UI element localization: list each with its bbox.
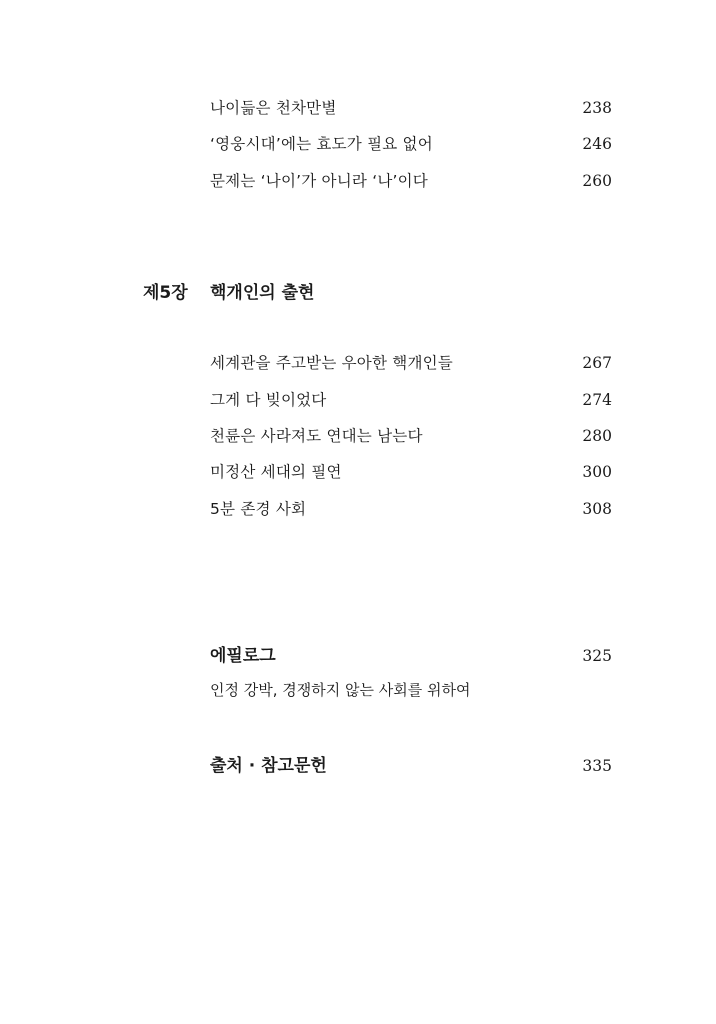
chapter-title: 핵개인의 출현 <box>210 283 315 303</box>
toc-entry-title: 나이듦은 천차만별 <box>210 99 337 117</box>
toc-entry <box>0 423 716 449</box>
epilogue-subtitle-line <box>0 677 716 703</box>
references-page: 335 <box>582 757 612 775</box>
toc-entry <box>0 168 716 194</box>
toc-entry-title: ‘영웅시대’에는 효도가 필요 없어 <box>210 135 433 153</box>
toc-entry-title: 5분 존경 사회 <box>210 500 307 518</box>
toc-entry-page: 280 <box>582 427 612 445</box>
epilogue-title: 에필로그 <box>210 646 276 666</box>
toc-entry-page: 267 <box>582 354 612 372</box>
toc-entry-page: 300 <box>582 463 612 481</box>
toc-entry <box>0 95 716 121</box>
references-heading <box>0 751 716 781</box>
toc-entry <box>0 131 716 157</box>
toc-entry-title: 세계관을 주고받는 우아한 핵개인들 <box>210 354 453 372</box>
toc-entry-page: 308 <box>582 500 612 518</box>
epilogue-subtitle: 인정 강박, 경쟁하지 않는 사회를 위하여 <box>210 681 471 699</box>
toc-entry-page: 246 <box>582 135 612 153</box>
toc-entry <box>0 496 716 522</box>
toc-entry-title: 그게 다 빚이었다 <box>210 391 327 409</box>
chapter-heading <box>0 278 716 308</box>
epilogue-page: 325 <box>582 647 612 665</box>
toc-entry-page: 238 <box>582 99 612 117</box>
epilogue-heading <box>0 641 716 671</box>
toc-entry <box>0 459 716 485</box>
toc-entry-page: 274 <box>582 391 612 409</box>
toc-entry <box>0 350 716 376</box>
toc-entry-page: 260 <box>582 172 612 190</box>
toc-entry-title: 천륜은 사라져도 연대는 남는다 <box>210 427 423 445</box>
toc-entry-title: 미정산 세대의 필연 <box>210 463 342 481</box>
references-title: 출처 · 참고문헌 <box>210 756 327 776</box>
toc-entry-title: 문제는 ‘나이’가 아니라 ‘나’이다 <box>210 172 428 190</box>
toc-entry <box>0 387 716 413</box>
chapter-label: 제5장 <box>143 283 188 303</box>
